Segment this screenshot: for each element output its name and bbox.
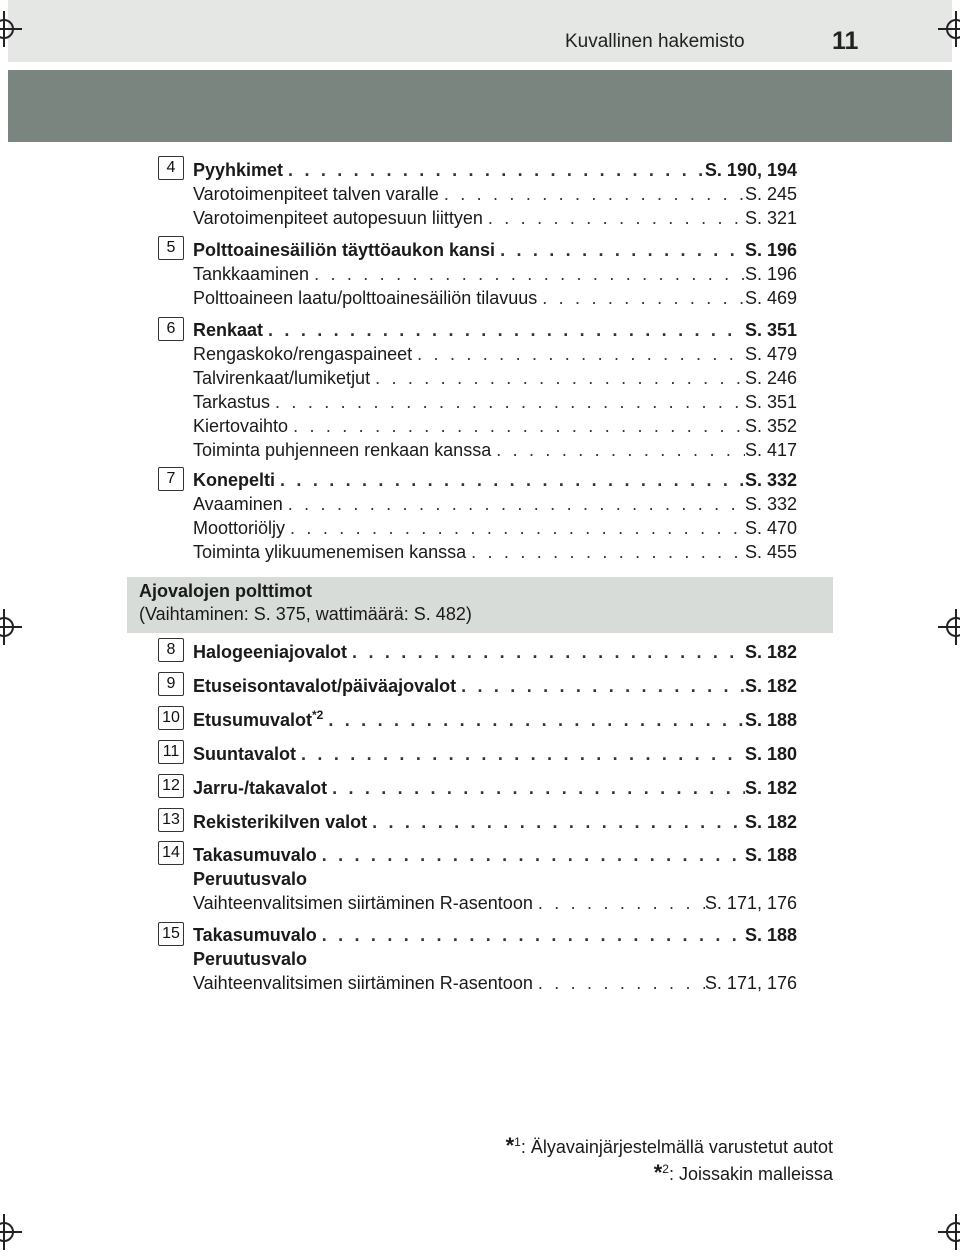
sub-label: Vaihteenvalitsimen siirtäminen R-asentoon: [193, 893, 533, 913]
sub-label: Tarkastus: [193, 392, 271, 412]
entry-label: Rekisterikilven valot: [193, 812, 368, 832]
page-ref: S. 332: [744, 470, 797, 490]
page-ref: S. 351: [744, 392, 797, 412]
sub-label: Kiertovaihto: [193, 416, 289, 436]
entry-sub-row[interactable]: [193, 492, 797, 516]
page-ref: S. 417: [744, 440, 797, 460]
entry-main-row[interactable]: [193, 468, 797, 492]
entry-label: Halogeeniajovalot: [193, 642, 348, 662]
index-entry: [193, 708, 797, 732]
entry-sub-row[interactable]: [193, 206, 797, 230]
registration-mark-icon: [938, 609, 960, 645]
section-box: [127, 577, 833, 633]
entry-sub-row[interactable]: [193, 182, 797, 206]
index-entry: [193, 640, 797, 664]
registration-mark-icon: [938, 11, 960, 47]
page-ref: S. 188: [744, 925, 797, 945]
sub-label: Tankkaaminen: [193, 264, 310, 284]
item-number-badge: 4: [158, 156, 184, 180]
index-entry: [193, 810, 797, 834]
page-number: 11: [832, 27, 859, 55]
entry-main-row[interactable]: [193, 776, 797, 800]
entry-label: Suuntavalot: [193, 744, 297, 764]
page-ref: S. 182: [744, 642, 797, 662]
footnotes: [506, 1133, 833, 1187]
page-ref: S. 182: [744, 778, 797, 798]
sub-label: Toiminta ylikuumenemisen kanssa: [193, 542, 467, 562]
item-number-badge: 8: [158, 638, 184, 662]
registration-mark-icon: [938, 1214, 960, 1250]
page-ref: S. 321: [744, 208, 797, 228]
entry-label: Takasumuvalo: [193, 925, 317, 945]
entry-label: Takasumuvalo: [193, 845, 317, 865]
entry-main-row[interactable]: [193, 708, 797, 732]
index-entry: [193, 468, 797, 564]
index-entry: [193, 318, 797, 462]
page-ref: S. 182: [744, 676, 797, 696]
item-number-badge: 10: [158, 706, 184, 730]
sub-label: Moottoriöljy: [193, 518, 286, 538]
page-ref: S. 246: [744, 368, 797, 388]
footnote-1: *$^1$: Älyavainjärjestelmällä varustetut autot: [505, 1133, 833, 1158]
entry-sub-row[interactable]: [193, 342, 797, 366]
item-number-badge: 12: [158, 774, 184, 798]
page-ref: S. 196: [744, 240, 797, 260]
entry-sub-row[interactable]: [193, 540, 797, 564]
page-ref: S. 352: [744, 416, 797, 436]
entry-label: Jarru-/takavalot: [193, 778, 328, 798]
index-entry: [193, 843, 797, 915]
index-entry: [193, 238, 797, 310]
page-ref: S. 469: [744, 288, 797, 308]
entry-main-row[interactable]: [193, 238, 797, 262]
entry-extra-title: Peruutusvalo: [193, 949, 308, 969]
entry-sub-row[interactable]: [193, 262, 797, 286]
page-ref: S. 455: [744, 542, 797, 562]
entry-label: Pyyhkimet: [193, 160, 284, 180]
page-ref: S. 182: [744, 812, 797, 832]
entry-main-row[interactable]: [193, 640, 797, 664]
entry-sub-row[interactable]: [193, 971, 797, 995]
entry-sub-row[interactable]: [193, 366, 797, 390]
entry-sub-row[interactable]: [193, 891, 797, 915]
entry-main-row[interactable]: [193, 742, 797, 766]
index-entry: [193, 776, 797, 800]
entry-main-row[interactable]: [193, 158, 797, 182]
sub-label: Avaaminen: [193, 494, 283, 514]
page-ref: S. 351: [744, 320, 797, 340]
sub-label: Vaihteenvalitsimen siirtäminen R-asentoon: [193, 973, 533, 993]
item-number-badge: 15: [158, 922, 184, 946]
sub-label: Varotoimenpiteet autopesuun liittyen: [193, 208, 483, 228]
page-ref: S. 190, 194: [704, 160, 797, 180]
sub-label: Rengaskoko/rengaspaineet: [193, 344, 413, 364]
section-title: Ajovalojen polttimot: [139, 581, 312, 601]
registration-mark-icon: [0, 1214, 22, 1250]
page-ref: S. 180: [744, 744, 797, 764]
header-bar: [8, 70, 952, 142]
page-ref: S. 332: [744, 494, 797, 514]
entry-label: Konepelti: [193, 470, 276, 490]
page-ref: S. 470: [744, 518, 797, 538]
entry-extra-title: Peruutusvalo: [193, 869, 308, 889]
entry-main-row[interactable]: [193, 810, 797, 834]
item-number-badge: 7: [158, 467, 184, 491]
header-title: Kuvallinen hakemisto: [565, 31, 745, 52]
footnote-marker: *2: [312, 708, 324, 722]
header-band: [8, 0, 952, 62]
page-ref: S. 188: [744, 710, 797, 730]
entry-main-row[interactable]: [193, 923, 797, 947]
entry-sub-row[interactable]: [193, 516, 797, 540]
registration-mark-icon: [0, 609, 22, 645]
item-number-badge: 13: [158, 808, 184, 832]
page-ref: S. 188: [744, 845, 797, 865]
page-ref: S. 245: [744, 184, 797, 204]
item-number-badge: 9: [158, 672, 184, 696]
page-ref: S. 171, 176: [704, 973, 797, 993]
item-number-badge: 6: [158, 317, 184, 341]
index-entry: [193, 158, 797, 230]
sub-label: Varotoimenpiteet talven varalle: [193, 184, 439, 204]
page-ref: S. 196: [744, 264, 797, 284]
entry-label: Etuseisontavalot/päiväajovalot: [193, 676, 457, 696]
item-number-badge: 11: [158, 740, 184, 764]
entry-label: Etusumuvalot$^{*2}$: [193, 708, 324, 730]
entry-sub-row[interactable]: [193, 414, 797, 438]
entry-main-row[interactable]: [193, 318, 797, 342]
item-number-badge: 14: [158, 841, 184, 865]
entry-main-row[interactable]: [193, 674, 797, 698]
index-entry: [193, 674, 797, 698]
footnote-2: *$^2$: Joissakin malleissa: [653, 1160, 833, 1185]
entry-label: Polttoainesäiliön täyttöaukon kansi: [193, 240, 496, 260]
index-entry: [193, 742, 797, 766]
entry-sub-row[interactable]: [193, 438, 797, 462]
entry-sub-row[interactable]: [193, 390, 797, 414]
entry-sub-row[interactable]: [193, 286, 797, 310]
page-ref: S. 171, 176: [704, 893, 797, 913]
registration-mark-icon: [0, 11, 22, 47]
index-entry: [193, 923, 797, 995]
page-ref: S. 479: [744, 344, 797, 364]
entry-main-row[interactable]: [193, 843, 797, 867]
sub-label: Toiminta puhjenneen renkaan kanssa: [193, 440, 492, 460]
sub-label: Talvirenkaat/lumiketjut: [193, 368, 371, 388]
sub-label: Polttoaineen laatu/polttoainesäiliön tilavuus: [193, 288, 538, 308]
item-number-badge: 5: [158, 236, 184, 260]
entry-label: Renkaat: [193, 320, 264, 340]
section-subtitle: (Vaihtaminen: S. 375, wattimäärä: S. 482): [139, 604, 472, 624]
